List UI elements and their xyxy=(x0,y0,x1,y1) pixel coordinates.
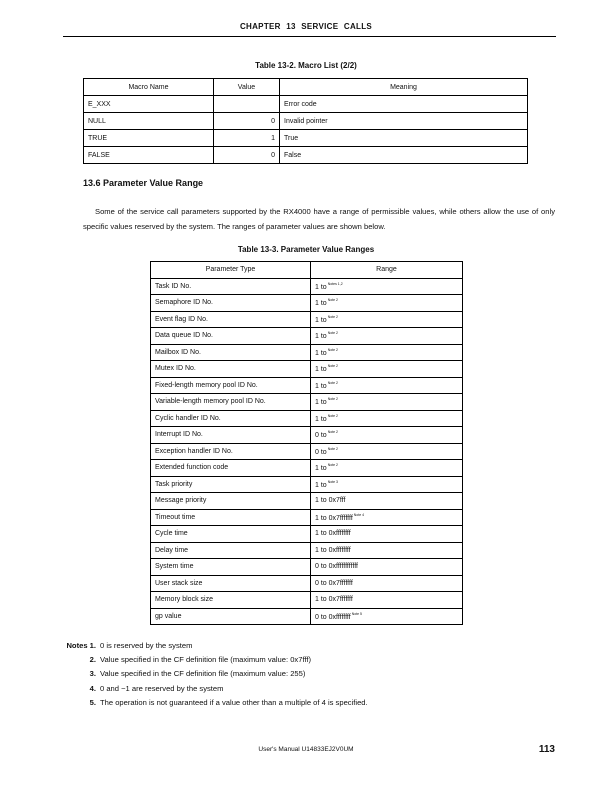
meaning-cell: Invalid pointer xyxy=(280,113,528,130)
range-cell xyxy=(311,443,463,460)
range-value: 0 to xyxy=(315,448,327,456)
note-number: 3. xyxy=(89,669,96,679)
page-number: 113 xyxy=(538,744,555,755)
range-value: 1 to xyxy=(315,349,327,357)
table-row xyxy=(151,476,463,493)
range-value: 1 to 0x7fffffff xyxy=(315,514,353,522)
table-row xyxy=(151,344,463,361)
parameter-type-cell: Exception handler ID No. xyxy=(151,443,311,460)
parameter-type-cell: Variable-length memory pool ID No. xyxy=(151,394,311,411)
macro-name-cell: NULL xyxy=(84,113,214,130)
table-row xyxy=(151,427,463,444)
table-row xyxy=(84,113,528,130)
range-cell xyxy=(311,493,463,510)
range-cell xyxy=(311,575,463,592)
range-value: 0 to 0xffffffffffff xyxy=(315,563,358,571)
chapter-header: CHAPTER 13 SERVICE CALLS xyxy=(239,22,373,31)
parameter-type-cell: Mutex ID No. xyxy=(151,361,311,378)
note-reference: Note 2 xyxy=(327,364,338,369)
note-reference: Note 2 xyxy=(327,397,338,402)
range-value: 1 to 0x7fff xyxy=(315,497,346,505)
parameter-type-cell: Task ID No. xyxy=(151,278,311,295)
range-value: 1 to xyxy=(315,283,327,291)
range-cell xyxy=(311,278,463,295)
value-cell: 1 xyxy=(214,130,280,147)
note-reference: Note 2 xyxy=(327,347,338,352)
range-value: 1 to xyxy=(315,300,327,308)
range-value: 1 to xyxy=(315,366,327,374)
parameter-type-cell: Message priority xyxy=(151,493,311,510)
table-row xyxy=(84,96,528,113)
range-cell xyxy=(311,377,463,394)
note-text: Value specified in the CF definition file (maximum value: 0x7fff) xyxy=(100,655,312,665)
parameter-type-cell: Fixed-length memory pool ID No. xyxy=(151,377,311,394)
parameter-type-cell: Task priority xyxy=(151,476,311,493)
notes-list xyxy=(52,641,572,711)
note-reference: Note 2 xyxy=(327,430,338,435)
range-value: 1 to xyxy=(315,465,327,473)
parameter-type-cell: gp value xyxy=(151,608,311,625)
range-value: 0 to xyxy=(315,432,327,440)
table-row xyxy=(151,575,463,592)
table-row xyxy=(151,278,463,295)
note-text: Value specified in the CF definition file (maximum value: 255) xyxy=(100,669,306,679)
table-row xyxy=(151,361,463,378)
range-value: 1 to xyxy=(315,399,327,407)
range-cell xyxy=(311,394,463,411)
parameter-type-cell: Extended function code xyxy=(151,460,311,477)
range-cell xyxy=(311,295,463,312)
parameter-type-cell: Memory block size xyxy=(151,592,311,609)
note-number: 4. xyxy=(89,683,96,693)
header-rule xyxy=(63,36,556,37)
range-cell xyxy=(311,410,463,427)
range-cell xyxy=(311,542,463,559)
value-cell: 0 xyxy=(214,113,280,130)
note-reference: Note 3 xyxy=(327,479,338,484)
range-value: 1 to xyxy=(315,316,327,324)
table-row xyxy=(151,559,463,576)
range-cell xyxy=(311,361,463,378)
column-header: Range xyxy=(311,262,463,279)
table-row xyxy=(151,608,463,625)
note-reference: Note 4 xyxy=(353,512,365,517)
table-row xyxy=(151,493,463,510)
range-value: 1 to xyxy=(315,481,327,489)
note-text: 0 is reserved by the system xyxy=(100,641,193,650)
range-cell xyxy=(311,608,463,625)
range-cell xyxy=(311,427,463,444)
table-row xyxy=(151,311,463,328)
note-reference: Note 2 xyxy=(327,463,338,468)
column-header: Parameter Type xyxy=(151,262,311,279)
column-header: Value xyxy=(214,79,280,96)
range-value: 1 to xyxy=(315,382,327,390)
range-cell xyxy=(311,526,463,543)
note-number: 2. xyxy=(89,655,96,665)
parameter-type-cell: Event flag ID No. xyxy=(151,311,311,328)
table-row xyxy=(151,526,463,543)
table-row xyxy=(151,592,463,609)
note-reference: Notes 1,2 xyxy=(327,281,343,286)
parameter-type-cell: Mailbox ID No. xyxy=(151,344,311,361)
macro-name-cell: FALSE xyxy=(84,147,214,164)
column-header: Meaning xyxy=(280,79,528,96)
range-value: 0 to 0x7fffffff xyxy=(315,579,353,587)
parameter-range-table xyxy=(150,261,463,625)
table-row xyxy=(151,295,463,312)
range-cell xyxy=(311,344,463,361)
table-row xyxy=(151,443,463,460)
range-value: 1 to 0xffffffff xyxy=(315,546,351,554)
parameter-type-cell: Delay time xyxy=(151,542,311,559)
table-row xyxy=(151,509,463,526)
meaning-cell: True xyxy=(280,130,528,147)
table-row xyxy=(151,394,463,411)
range-cell xyxy=(311,311,463,328)
note-reference: Note 2 xyxy=(327,331,338,336)
parameter-type-cell: Semaphore ID No. xyxy=(151,295,311,312)
range-cell xyxy=(311,592,463,609)
note-reference: Note 2 xyxy=(327,446,338,451)
parameter-type-cell: Data queue ID No. xyxy=(151,328,311,345)
note-text: The operation is not guaranteed if a value other than a multiple of 4 is specified. xyxy=(100,697,368,707)
meaning-cell: Error code xyxy=(280,96,528,113)
value-cell xyxy=(214,96,280,113)
parameter-type-cell: Cycle time xyxy=(151,526,311,543)
table2-title: Table 13-3. Parameter Value Ranges xyxy=(237,245,375,254)
parameter-type-cell: System time xyxy=(151,559,311,576)
parameter-type-cell: Timeout time xyxy=(151,509,311,526)
note-reference: Note 2 xyxy=(327,298,338,303)
body-paragraph: Some of the service call parameters supported by the RX4000 have a range of permissible values, while others allow the use of only specific values reserved by the system. The ranges of parameter values are shown below. xyxy=(83,207,555,231)
macro-name-cell: TRUE xyxy=(84,130,214,147)
value-cell: 0 xyxy=(214,147,280,164)
section-title: 13.6 Parameter Value Range xyxy=(83,178,204,188)
table-row xyxy=(151,410,463,427)
note-number: Notes 1. xyxy=(66,641,96,650)
note-reference: Note 2 xyxy=(327,380,338,385)
footer-manual-id: User's Manual U14833EJ2V0UM xyxy=(258,746,354,753)
note-reference: Note 5 xyxy=(351,611,362,616)
parameter-type-cell: Interrupt ID No. xyxy=(151,427,311,444)
note-text: 0 and −1 are reserved by the system xyxy=(100,683,224,693)
range-value: 0 to 0xffffffff xyxy=(315,613,351,621)
meaning-cell: False xyxy=(280,147,528,164)
note-reference: Note 2 xyxy=(327,413,338,418)
table-row xyxy=(151,328,463,345)
table-row xyxy=(84,147,528,164)
table-row xyxy=(151,377,463,394)
macro-list-table xyxy=(83,78,528,164)
range-value: 1 to 0xffffffff xyxy=(315,530,351,538)
range-cell xyxy=(311,328,463,345)
table1-title: Table 13-2. Macro List (2/2) xyxy=(255,61,357,70)
range-cell xyxy=(311,509,463,526)
note-number: 5. xyxy=(89,697,96,707)
table-row xyxy=(151,542,463,559)
range-value: 1 to 0x7fffffff xyxy=(315,596,353,604)
note-reference: Note 2 xyxy=(327,314,338,319)
parameter-type-cell: Cyclic handler ID No. xyxy=(151,410,311,427)
column-header: Macro Name xyxy=(84,79,214,96)
parameter-type-cell: User stack size xyxy=(151,575,311,592)
range-cell xyxy=(311,460,463,477)
range-value: 1 to xyxy=(315,333,327,341)
range-cell xyxy=(311,476,463,493)
macro-name-cell: E_XXX xyxy=(84,96,214,113)
table-row xyxy=(84,130,528,147)
table-row xyxy=(151,460,463,477)
range-cell xyxy=(311,559,463,576)
range-value: 1 to xyxy=(315,415,327,423)
